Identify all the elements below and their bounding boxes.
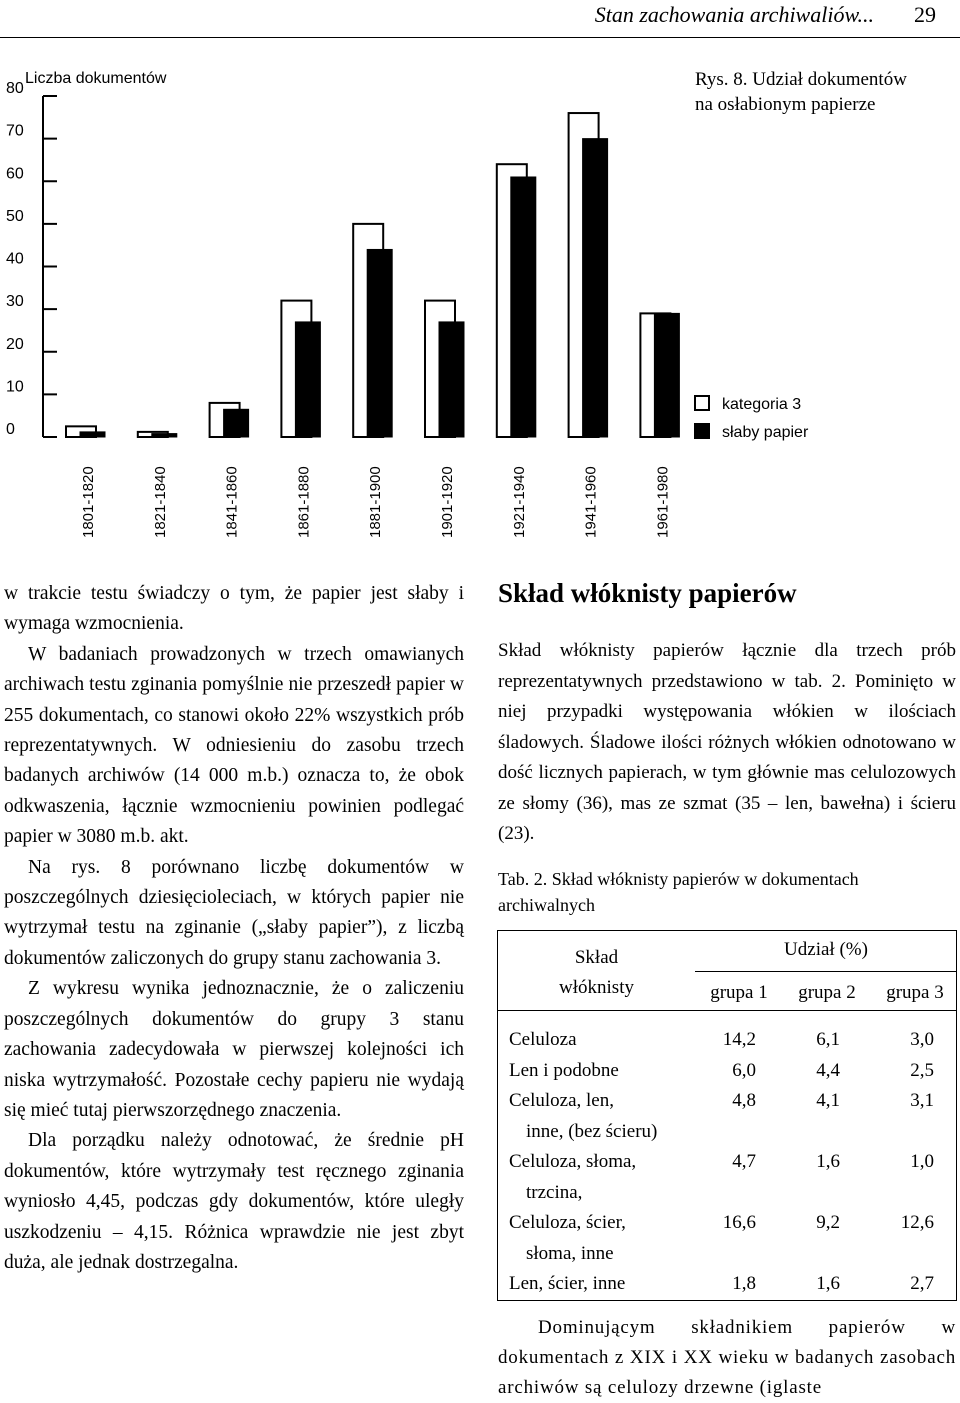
bar-slaby-papier <box>152 434 177 437</box>
cell: 2,7 <box>910 1273 934 1294</box>
paragraph: Na rys. 8 porównano liczbę dokumentów w poszczególnych dziesięcioleciach, w których papier nie wytrzymał testu na zginanie („słaby papier”), z liczbą dokumentów zaliczonych do grupy stanu zachowania 3. <box>4 856 464 969</box>
y-axis <box>6 80 57 438</box>
paragraph: Dominującym składnikiem papierów w dokumentach z XIX i XX wieku w badanych zasobach archiwów są celulozy drzewne (iglaste <box>498 1317 956 1398</box>
cell: 16,6 <box>722 1212 756 1233</box>
paragraph: w trakcie testu świadczy o tym, że papier jest słaby i wymaga wzmocnienia. <box>4 583 464 635</box>
paragraph: W badaniach prowadzonych w trzech omawianych archiwach testu zginania pomyślnie nie przeszedł papier w 255 dokumentach, co stanowi około 22% wszystkich prób reprezentatywnych. W odniesieniu do zasobu trzech badanych archiwów (14 000 m.b.) oznacza to, że obok odkwaszenia, łącznie wzmocnieniu powinien podlegać papier w 3080 m.b. akt. <box>4 643 464 848</box>
cell: 3,1 <box>910 1090 934 1111</box>
table-row <box>498 1269 956 1300</box>
table-header-share: Udział (%) <box>784 939 868 960</box>
table-row <box>498 1086 956 1147</box>
cell: 4,1 <box>816 1090 840 1111</box>
x-tick-label: 1881-1900 <box>367 466 385 538</box>
bar-slaby-papier <box>583 139 608 437</box>
y-tick-label: 70 <box>6 122 24 140</box>
bar-slaby-papier <box>511 177 536 437</box>
y-tick-label: 50 <box>6 207 24 225</box>
page-header <box>0 0 960 38</box>
cell: 1,6 <box>816 1273 840 1294</box>
x-tick-label: 1941-1960 <box>582 466 600 538</box>
table-header-composition <box>498 943 695 1003</box>
row-label: Celuloza <box>509 1029 577 1050</box>
x-tick-label: 1801-1820 <box>80 466 97 538</box>
cell: 6,0 <box>732 1059 756 1081</box>
figure-caption-line2: na osłabionym papierze <box>695 94 876 115</box>
bar-slaby-papier <box>367 249 392 437</box>
row-label: Celuloza, ścier, słoma, inne <box>509 1212 626 1264</box>
table-row <box>498 1056 956 1087</box>
bar-chart <box>0 40 960 550</box>
bar-slaby-papier <box>295 322 320 437</box>
group-header-1: grupa 1 <box>710 982 768 1003</box>
cell: 14,2 <box>722 1029 756 1050</box>
x-tick-label: 1961-1980 <box>654 466 672 538</box>
y-tick-label: 30 <box>6 293 24 311</box>
figure-caption-line1: Rys. 8. Udział dokumentów <box>695 69 907 90</box>
legend-slaby-papier-swatch <box>695 424 709 438</box>
row-label: Len, ścier, inne <box>509 1273 626 1294</box>
x-tick-label: 1821-1840 <box>151 466 169 538</box>
closing-paragraph <box>498 1313 956 1403</box>
table-body <box>498 1025 956 1300</box>
bar-slaby-papier <box>654 313 679 437</box>
legend <box>695 396 809 441</box>
cell: 12,6 <box>900 1212 934 1233</box>
y-tick-label: 0 <box>6 421 15 438</box>
bar-slaby-papier <box>224 409 249 437</box>
cell: 9,2 <box>816 1212 840 1233</box>
page-number: 29 <box>914 2 936 27</box>
y-tick-label: 20 <box>6 335 24 353</box>
group-header-2: grupa 2 <box>798 982 856 1003</box>
legend-kategoria-3-swatch <box>695 396 709 410</box>
cell: 1,0 <box>910 1151 934 1172</box>
header-line: włóknisty <box>559 977 634 998</box>
cell: 3,0 <box>910 1029 934 1050</box>
table-row <box>498 1208 956 1269</box>
y-tick-label: 10 <box>6 378 24 396</box>
paragraph: Z wykresu wynika jednoznacznie, że o zaliczeniu poszczególnych dokumentów do grupy 3 stanu zachowania zadecydowała w pierwszej kolejności ich niska wytrzymałość. Pozostałe cechy papieru nie wydają się mieć tutaj pierwszorzędnego znaczenia. <box>4 978 464 1121</box>
x-tick-label: 1841-1860 <box>223 466 241 538</box>
legend-slaby-papier-label: słaby papier <box>722 424 809 441</box>
table-row <box>498 1025 956 1056</box>
bar-slaby-papier <box>439 322 464 437</box>
cell: 2,5 <box>910 1059 934 1081</box>
fiber-composition-table <box>497 930 957 1301</box>
row-label: Celuloza, len, inne, (bez ścieru) <box>509 1090 658 1142</box>
section-title: Skład włóknisty papierów <box>498 578 797 608</box>
table-rule <box>498 1010 956 1011</box>
paragraph: Skład włóknisty papierów łącznie dla trzech prób reprezentatywnych przedstawiono w tab. 2. Pominięto w niej przypadki występowania włókien w ilościach śladowych. Śladowe ilości różnych włókien odnotowano w dość licznych papierach, w tym głównie mas celulozowych ze słomy (36), mas ze szmat (35 – len, bawełna) i ścieru (23). <box>498 640 956 844</box>
table-caption: Tab. 2. Skład włóknisty papierów w dokumentach archiwalnych <box>498 869 859 915</box>
cell: 1,6 <box>816 1151 840 1172</box>
paragraph: Dla porządku należy odnotować, że średnie pH dokumentów, które wytrzymały test ręcznego zginania wyniosło 4,45, podczas gdy dokumentów, które uległy uszkodzeniu – 4,15. Różnica wprawdzie nie jest zbyt duża, ale jednak dostrzegalna. <box>4 1130 464 1273</box>
y-tick-label: 60 <box>6 165 24 183</box>
header-line: Skład <box>574 947 619 968</box>
row-label: Len i podobne <box>509 1059 619 1081</box>
right-column <box>498 636 956 850</box>
x-tick-label: 1901-1920 <box>439 466 456 538</box>
left-column <box>4 579 464 1278</box>
cell: 6,1 <box>816 1029 840 1050</box>
table-row <box>498 1147 956 1208</box>
bars <box>66 113 679 437</box>
cell: 4,7 <box>732 1151 756 1172</box>
legend-kategoria-3-label: kategoria 3 <box>722 396 802 413</box>
group-header-3: grupa 3 <box>886 982 944 1003</box>
bar-slaby-papier <box>80 432 105 437</box>
x-tick-label: 1861-1880 <box>295 466 313 538</box>
y-axis-label: Liczba dokumentów <box>25 70 167 87</box>
x-tick-label: 1921-1940 <box>510 466 528 538</box>
cell: 1,8 <box>732 1273 756 1294</box>
y-tick-label: 40 <box>6 250 24 268</box>
row-label: Celuloza, słoma, trzcina, <box>509 1151 637 1203</box>
running-head: Stan zachowania archiwaliów... <box>594 2 874 27</box>
cell: 4,8 <box>732 1090 756 1111</box>
y-tick-label: 80 <box>6 80 24 97</box>
cell: 4,4 <box>816 1059 840 1081</box>
table-rule <box>695 971 957 972</box>
x-axis <box>80 466 671 538</box>
